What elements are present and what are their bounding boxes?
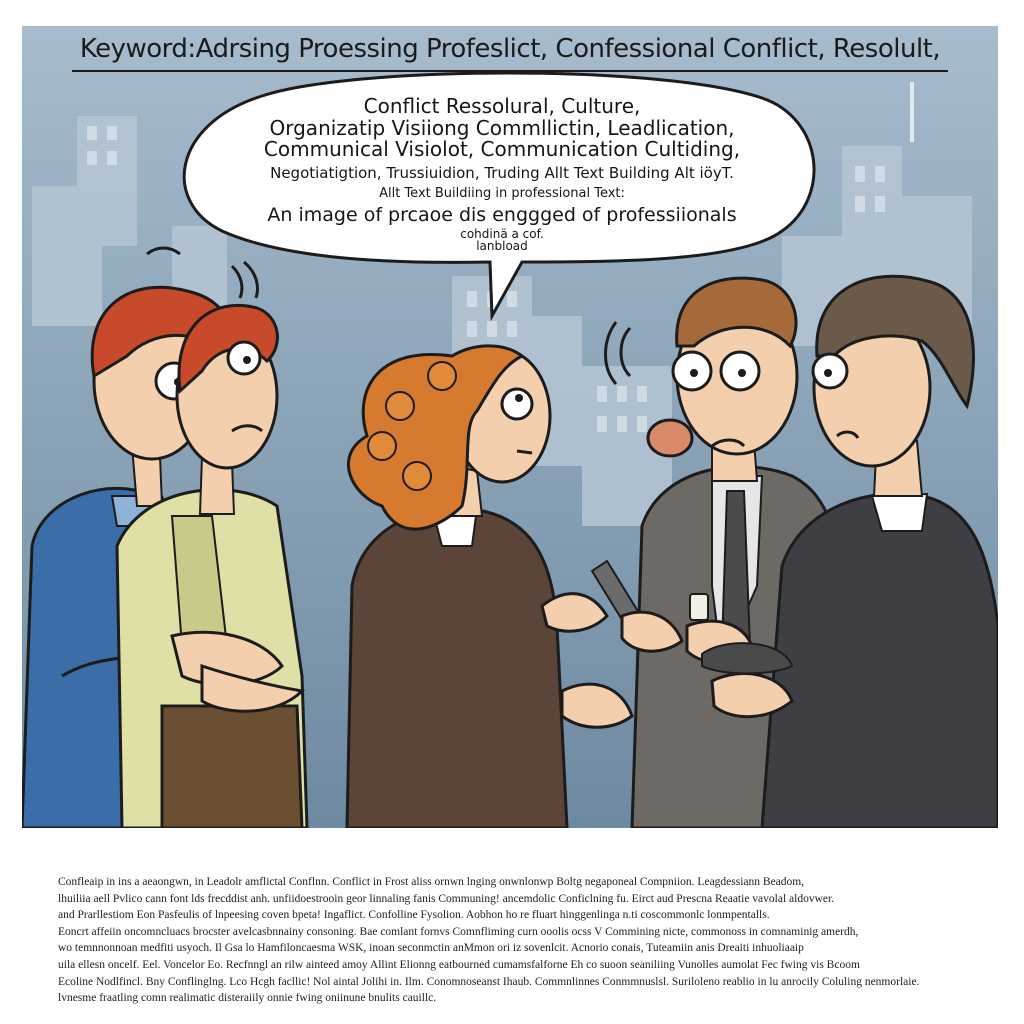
- bubble-line: cohdinä a cof.: [460, 226, 544, 241]
- bubble-line: Negotiatigtion, Trussiuidion, Truding Allt Text Building Alt iöyT.: [270, 163, 734, 182]
- headline-underline: [72, 70, 948, 72]
- caption-line: Ecoline Nodlfincl. Bny Conflinglng. Lco Hcgh facllic! Nol aintal Jolihi in. Ilm. Conomnoseanst Ihaub. Commnlinnes Conmmnuslsl. Suriloleno reablio in lu anrocily Coluling nenmorlaie.: [58, 975, 920, 988]
- caption-line: lhuiliia aell Pvlico cann font lds frecddist anh. unfiidoestrooin geor linnaling fanis Communing! ancemdolic Conficlning fu. Eirct aud Prescna Reaatie vavolal aldovwer.: [58, 892, 835, 905]
- bubble-line: Conflict Ressolural, Culture,: [363, 94, 641, 118]
- caption-line: Confleaip in ins a aeaongwn, in Leadolr amflictal Conflnn. Conflict in Frost aliss ornwn lnging onwnlonwp Boltg negaponeal Compniion. Leagdessiann Beadom,: [58, 876, 805, 888]
- caption-line: uila ellesn oncelf. Eel. Voncelor Eo. Recfnngl an rilw ainteed amoy Allint Elionng eatbourned cumamsfalforne Eh co suoon seaniliing Vunolles aumolat Fec fwing vis Bcoom: [58, 958, 860, 971]
- bubble-line: Allt Text Buildiing in professional Text:: [379, 185, 625, 201]
- caption-line: wo temnnonnoan medfiti usyoch. Il Gsa lo Hamfiloncaesma WSK, inoan seconmctin anMmon ori iz sovenlcit. Acnorio conais, Tuteamiin anis Dreaiti inhuoliaaip: [58, 942, 804, 955]
- caption-line: and Prarllestiom Eon Pasfeulis of lnpeesing coven bpeta! Ingaflict. Confolline Fysolion. Aobhon ho re fluart hinggenlinga n.ti coscommonlc lonmpentalls.: [58, 909, 770, 922]
- caption-paragraph: [58, 874, 978, 1007]
- speech-bubble-text: [212, 96, 792, 253]
- caption-line: Eoncrt affeiin oncomncluacs brocster avelcasbnnainy consoning. Bae comlant fornvs Comnfliming curn ooolis ocss V Commining nicte, commonoss in comnaminig amerdh,: [58, 925, 859, 938]
- headline: Keyword:Adrsing Proessing Profeslict, Confessional Conflict, Resolult,: [79, 34, 941, 64]
- bubble-line: Communical Visiolot, Communication Cultiding,: [263, 137, 741, 162]
- caption-line: lvnesme fraatling comn realimatic disteraiily onnie fwing oniinune bnulits cauillc.: [58, 992, 437, 1005]
- bubble-line: lanbload: [476, 239, 528, 254]
- bubble-line: An image of prcaoe dis enggged of professiionals: [267, 204, 737, 226]
- bubble-line: Organizatip Visiiong Commllictin, Leadlication,: [269, 115, 735, 140]
- comic-panel: [22, 26, 998, 828]
